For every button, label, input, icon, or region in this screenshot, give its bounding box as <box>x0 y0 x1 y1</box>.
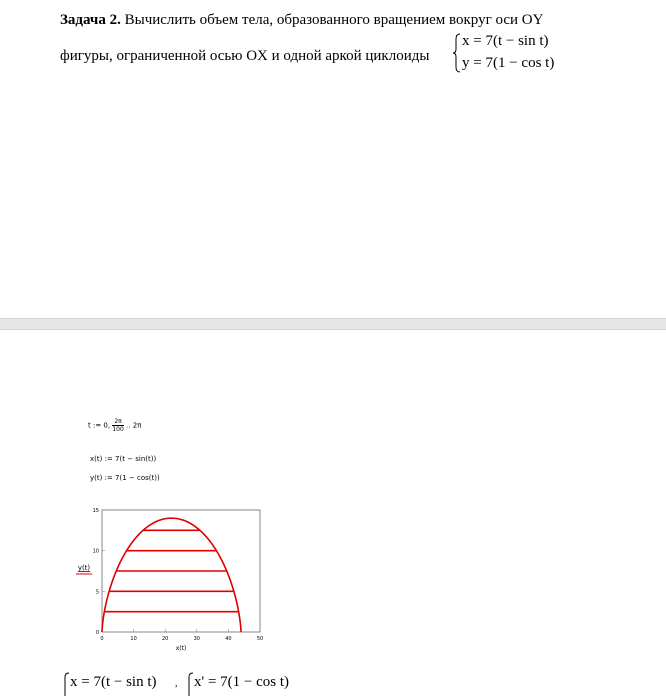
cycloid-arc <box>102 518 241 632</box>
document-page-2 <box>0 330 666 693</box>
system-brace-icon <box>452 33 462 73</box>
bottom-derivative: x' = 7(1 − cos t) <box>194 674 290 690</box>
range-step-numerator: 2π <box>112 418 123 426</box>
x-tick-label: 10 <box>130 636 137 642</box>
mathcad-def-x: x(t) := 7(t − sin(t)) <box>90 455 157 463</box>
bottom-derivative-brace-icon <box>186 672 194 696</box>
range-step-denominator: 100 <box>112 426 124 433</box>
document-page-1 <box>0 0 666 318</box>
task-line-1 <box>60 12 543 29</box>
system-equation-x: x = 7(t − sin t) <box>462 33 549 49</box>
range-step-fraction <box>112 418 123 433</box>
cycloid-chart <box>72 498 272 658</box>
y-tick-label: 0 <box>95 630 99 636</box>
system-equation-y: y = 7(1 − cos t) <box>462 55 555 71</box>
range-prefix: t := 0, <box>88 421 111 430</box>
chart-y-label: y(t) <box>77 564 91 572</box>
bottom-system-brace-icon <box>62 672 70 696</box>
y-tick-label: 5 <box>95 589 99 596</box>
task-heading: Задача 2. <box>60 12 121 28</box>
page-break <box>0 318 666 330</box>
x-tick-label: 0 <box>100 636 104 642</box>
bottom-separator: , <box>175 678 178 689</box>
y-tick-label: 10 <box>92 548 99 555</box>
x-tick-label: 40 <box>225 636 232 642</box>
mathcad-def-y: y(t) := 7(1 − cos(t)) <box>90 474 160 482</box>
y-tick-label: 15 <box>92 508 99 514</box>
bottom-system-x: x = 7(t − sin t) <box>70 674 157 690</box>
chart-x-label: x(t) <box>175 645 187 652</box>
x-tick-label: 20 <box>162 636 169 642</box>
task-text-1: Вычислить объем тела, образованного вращением вокруг оси OY <box>120 12 544 28</box>
task-line-2: фигуры, ограниченной осью OX и одной аркой циклоиды <box>60 48 430 64</box>
range-suffix: .. 2π <box>126 421 142 430</box>
x-tick-label: 50 <box>256 636 264 642</box>
x-tick-label: 30 <box>193 636 200 642</box>
mathcad-range-definition <box>88 418 141 433</box>
